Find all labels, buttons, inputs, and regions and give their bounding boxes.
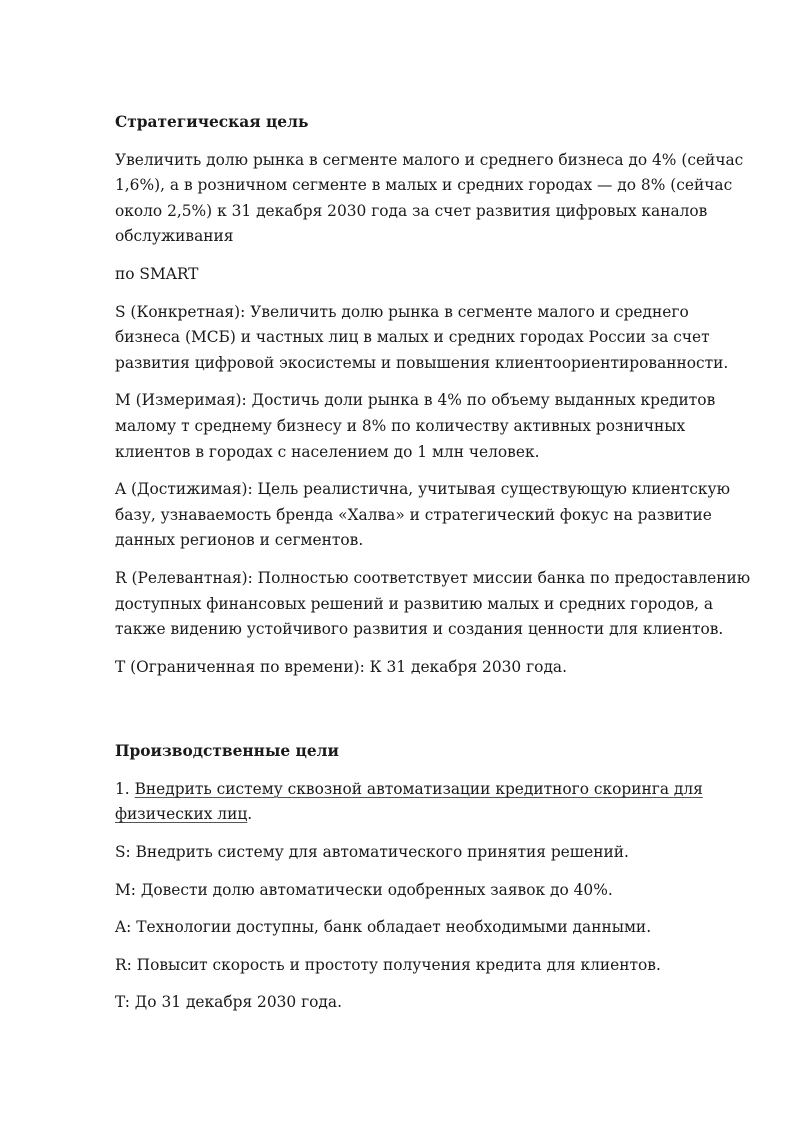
- production-measurable: M: Довести долю автоматически одобренных заявок до 40%.: [115, 880, 613, 899]
- production-relevant: R: Повысит скорость и простоту получения кредита для клиентов.: [115, 955, 661, 974]
- smart-relevant: R (Релевантная): Полностью соответствует миссии банка по предоставлению доступных финансовых решений и развитию малых и средних городов, а также видению устойчивого развития и создания ценности для клиентов.: [115, 568, 751, 639]
- smart-achievable: A (Достижимая): Цель реалистична, учитывая существующую клиентскую базу, узнаваемость бренда «Халва» и стратегический фокус на развитие данных регионов и сегментов.: [115, 480, 730, 550]
- smart-measurable: M (Измеримая): Достичь доли рынка в 4% по объему выданных кредитов малому т среднему бизнесу и 8% по количеству активных розничных клиентов в городах с населением до 1 млн человек.: [115, 391, 716, 461]
- production-achievable: A: Технологии доступны, банк обладает необходимыми данными.: [115, 918, 652, 937]
- production-time-bound: T: До 31 декабря 2030 года.: [115, 993, 342, 1012]
- strategic-goal-text: Увеличить долю рынка в сегменте малого и среднего бизнеса до 4% (сейчас 1,6%), а в розничном сегменте в малых и средних городах — до 8% (сейчас около 2,5%) к 31 декабря 2030 года за счет развития цифровых каналов обслуживания: [115, 150, 744, 246]
- document-content: [115, 110, 755, 1028]
- production-goal-1-period: .: [247, 805, 253, 824]
- section-spacer: [115, 692, 755, 739]
- production-specific: S: Внедрить систему для автоматического принятия решений.: [115, 843, 629, 862]
- production-goals-heading: Производственные цели: [115, 742, 339, 761]
- smart-specific: S (Конкретная): Увеличить долю рынка в сегменте малого и среднего бизнеса (МСБ) и частных лиц в малых и средних городах России за счет развития цифровой экосистемы и повышения клиентоориентированности.: [115, 302, 729, 372]
- smart-time-bound: T (Ограниченная по времени): К 31 декабря 2030 года.: [115, 657, 567, 676]
- strategic-goal-heading: Стратегическая цель: [115, 113, 309, 131]
- production-goal-1-number: 1.: [115, 779, 130, 798]
- production-goal-1-title: Внедрить систему сквозной автоматизации кредитного скоринга для физических лиц: [115, 779, 703, 824]
- smart-label: по SMART: [115, 264, 199, 283]
- production-goal-1: [115, 777, 755, 828]
